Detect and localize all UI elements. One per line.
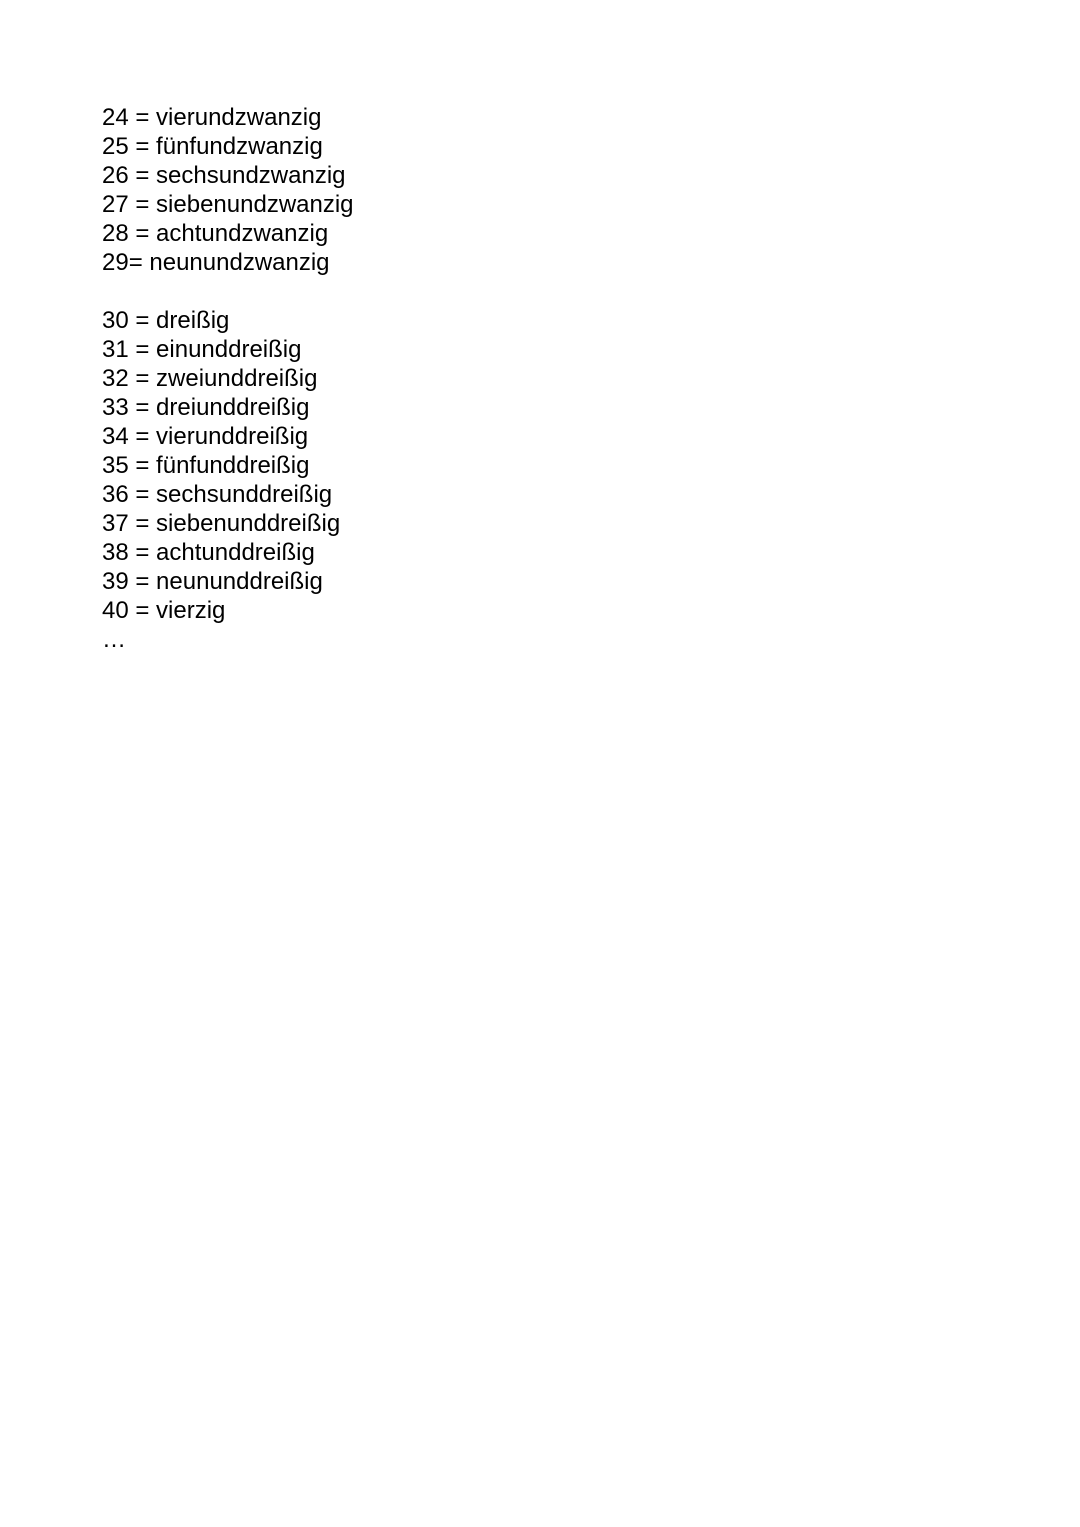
number-line: 40 = vierzig [102,597,226,624]
number-line: 27 = siebenundzwanzig [102,191,354,218]
number-line: 32 = zweiunddreißig [102,365,318,392]
number-line: 38 = achtunddreißig [102,539,315,566]
number-list-twenties [102,103,354,277]
number-line: 30 = dreißig [102,307,230,334]
number-line: 25 = fünfundzwanzig [102,133,323,160]
number-line: 34 = vierunddreißig [102,423,309,450]
number-line: 31 = einunddreißig [102,336,302,363]
number-line: 24 = vierundzwanzig [102,104,322,131]
number-line: 33 = dreiunddreißig [102,394,310,421]
number-list-thirties [102,306,340,654]
number-line: 28 = achtundzwanzig [102,220,329,247]
number-line: 36 = sechsunddreißig [102,481,333,508]
number-line: 26 = sechsundzwanzig [102,162,346,189]
number-line: 29= neunundzwanzig [102,249,330,276]
number-line: 39 = neununddreißig [102,568,323,595]
number-line: 35 = fünfunddreißig [102,452,310,479]
number-line: 37 = siebenunddreißig [102,510,341,537]
ellipsis-line: … [102,626,126,653]
